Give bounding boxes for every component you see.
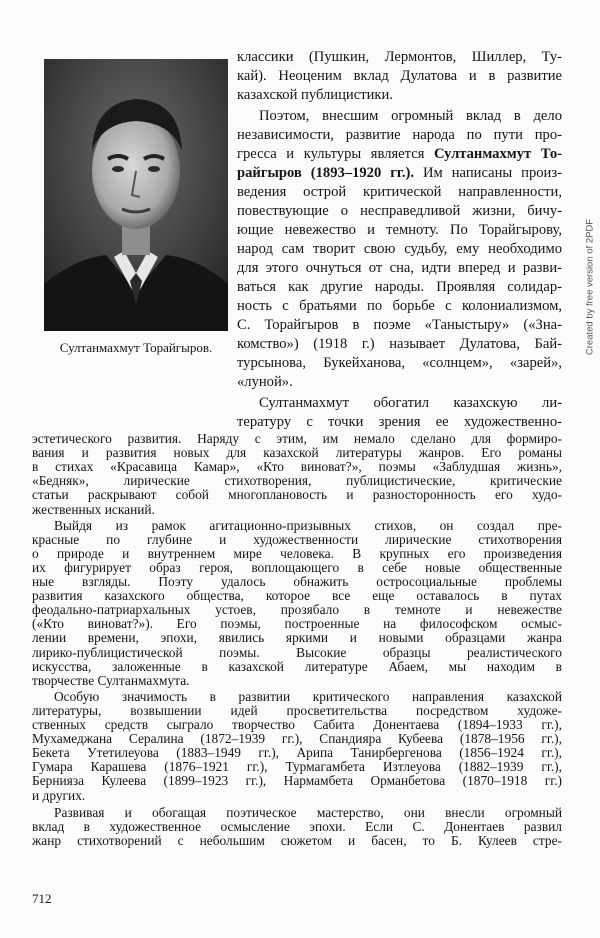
text-line: («Кто виноват?»). Его поэмы, построенные на философском осмыс- bbox=[32, 617, 562, 632]
text-line: лении времени, эпохи, явились яркими и новыми образцами жанра bbox=[32, 631, 562, 646]
text-line: турсынова, Букейханова, «солнцем», «зарей», bbox=[237, 355, 562, 371]
text-line: ющие невежество и темноту. По Торайгырову, bbox=[237, 222, 562, 238]
text-line: тературу с точки зрения ее художественно- bbox=[237, 414, 562, 430]
text-line: «Бедняк», лирические стихотворения, публицистические, критические bbox=[32, 474, 562, 489]
text-line: ные взгляды. Поэту удалось обнажить остросоциальные проблемы bbox=[32, 575, 562, 589]
text-line: их фигурирует образ героя, воплощающего в себе новые общественные bbox=[32, 560, 562, 575]
text-line-content: Гумара Карашева (1876–1921 гг.), Турмагамбета Изтлеуова (1882–1939 гг.), bbox=[32, 760, 562, 775]
page-number: 712 bbox=[32, 891, 52, 906]
watermark-text: Created by free version of 2PDF bbox=[584, 218, 596, 356]
text-line-content: и других. bbox=[32, 788, 86, 803]
text-line: эстетического развития. Наряду с этим, им немало сделано для формиро- bbox=[32, 432, 562, 446]
text-line bbox=[32, 704, 562, 719]
text-line: творчестве Султанмахмута. bbox=[32, 673, 190, 688]
text-line bbox=[32, 718, 562, 733]
text-line: Султанмахмут обогатил казахскую ли- bbox=[259, 395, 562, 411]
text-line: лирико-публицистической поэмы. Высокие образцы реалистического bbox=[32, 645, 562, 660]
author-portrait-photo bbox=[44, 59, 228, 331]
text-line-content: ственных средств сыграло творчество Сабита Донентаева (1894–1933 гг.), bbox=[32, 718, 562, 732]
watermark-side-note bbox=[582, 197, 598, 377]
text-line bbox=[32, 789, 562, 804]
text-line: феодально-патриархальных устоев, прозябало в темноте и невежестве bbox=[32, 603, 562, 618]
text-line-content: Развивая и обогащая поэтическое мастерство, они внесли огромный bbox=[54, 805, 562, 820]
text-line bbox=[54, 806, 562, 821]
text-line: статьи раскрывают собой многоплановость и разносторонность его худо- bbox=[32, 488, 562, 503]
text-line-content: литературы, возвышении идей просветительства посредством художе- bbox=[32, 703, 562, 718]
text-line: народ сам творит свою судьбу, ему необходимо bbox=[237, 241, 562, 257]
text-line: Поэтом, внесшим огромный вклад в дело bbox=[259, 108, 562, 124]
text-line bbox=[32, 760, 562, 775]
text-line: вания и развития новых для казахской литературы жанров. Его романы bbox=[32, 446, 562, 461]
text-line: райгыров (1893–1920 гг.). Им написаны произ- bbox=[237, 165, 562, 181]
text-line: ведения острой критической направленности, bbox=[237, 184, 562, 200]
text-line bbox=[54, 690, 562, 705]
text-line bbox=[32, 732, 562, 747]
text-line: Выйдя из рамок агитационно-призывных стихов, он создал пре- bbox=[54, 518, 562, 533]
text-line-content: Бернияза Кулеева (1899–1923 гг.), Нармамбета Орманбетова (1870–1918 гг.) bbox=[32, 774, 562, 789]
text-line: ваться как другие народы. Проявляя солидар- bbox=[237, 279, 562, 295]
text-line: казахской публицистики. bbox=[237, 87, 393, 103]
text-line-content: Мухамеджана Сералина (1872–1939 гг.), Спандияра Кубеева (1878–1956 гг.), bbox=[32, 732, 562, 747]
text-line-content: жанр стихотворений с небольшим сюжетом и басен, то Б. Кулеев стре- bbox=[32, 833, 562, 848]
text-line: жественных исканий. bbox=[32, 502, 155, 517]
text-line: «луной». bbox=[237, 374, 293, 390]
text-line-content: Бекета Утетилеуова (1883–1949 гг.), Арипа Танирбергенова (1856–1924 гг.), bbox=[32, 746, 562, 761]
text-line: кай). Неоценим вклад Дулатова и в развитие bbox=[237, 68, 562, 84]
text-line: классики (Пушкин, Лермонтов, Шиллер, Ту- bbox=[237, 49, 562, 65]
text-line: ность с братьями по борьбе с колониализмом, bbox=[237, 298, 562, 314]
text-line bbox=[32, 834, 562, 849]
text-line: гресса и культуры является Султанмахмут То- bbox=[237, 146, 562, 162]
text-line: для этого очнуться от сна, идти вперед и разви- bbox=[237, 260, 562, 276]
portrait-caption: Султанмахмут Торайгыров. bbox=[59, 340, 213, 355]
text-line: С. Торайгыров в поэме «Таныстыру» («Зна- bbox=[237, 317, 562, 333]
text-line-content: вклад в художественное осмысление эпохи. Если С. Донентаев развил bbox=[32, 819, 562, 834]
text-line: о природе и внутреннем мире человека. В крупных его произведения bbox=[32, 546, 562, 561]
text-line: красные по глубине и художественности лирические стихотворения bbox=[32, 532, 562, 547]
text-line-content: Особую значимость в развитии критического направления казахской bbox=[54, 689, 562, 704]
text-line bbox=[32, 746, 562, 761]
portrait-illustration bbox=[44, 59, 228, 331]
text-line: искусства, заложенные в казахской литературе Абаем, мы находим в bbox=[32, 659, 562, 674]
text-line: повествующие о несправедливой жизни, бичу- bbox=[237, 203, 562, 219]
text-line: комство») (1918 г.) называет Дулатова, Бай- bbox=[237, 336, 562, 352]
text-line: независимости, развитие народа по пути про- bbox=[237, 127, 562, 143]
text-line: развития казахского общества, которое все еще оставалось в путах bbox=[32, 589, 562, 604]
text-line bbox=[32, 820, 562, 835]
text-line: в стихах «Красавица Камар», «Кто виноват?», поэмы «Заблудшая жизнь», bbox=[32, 460, 562, 475]
text-line bbox=[32, 774, 562, 789]
